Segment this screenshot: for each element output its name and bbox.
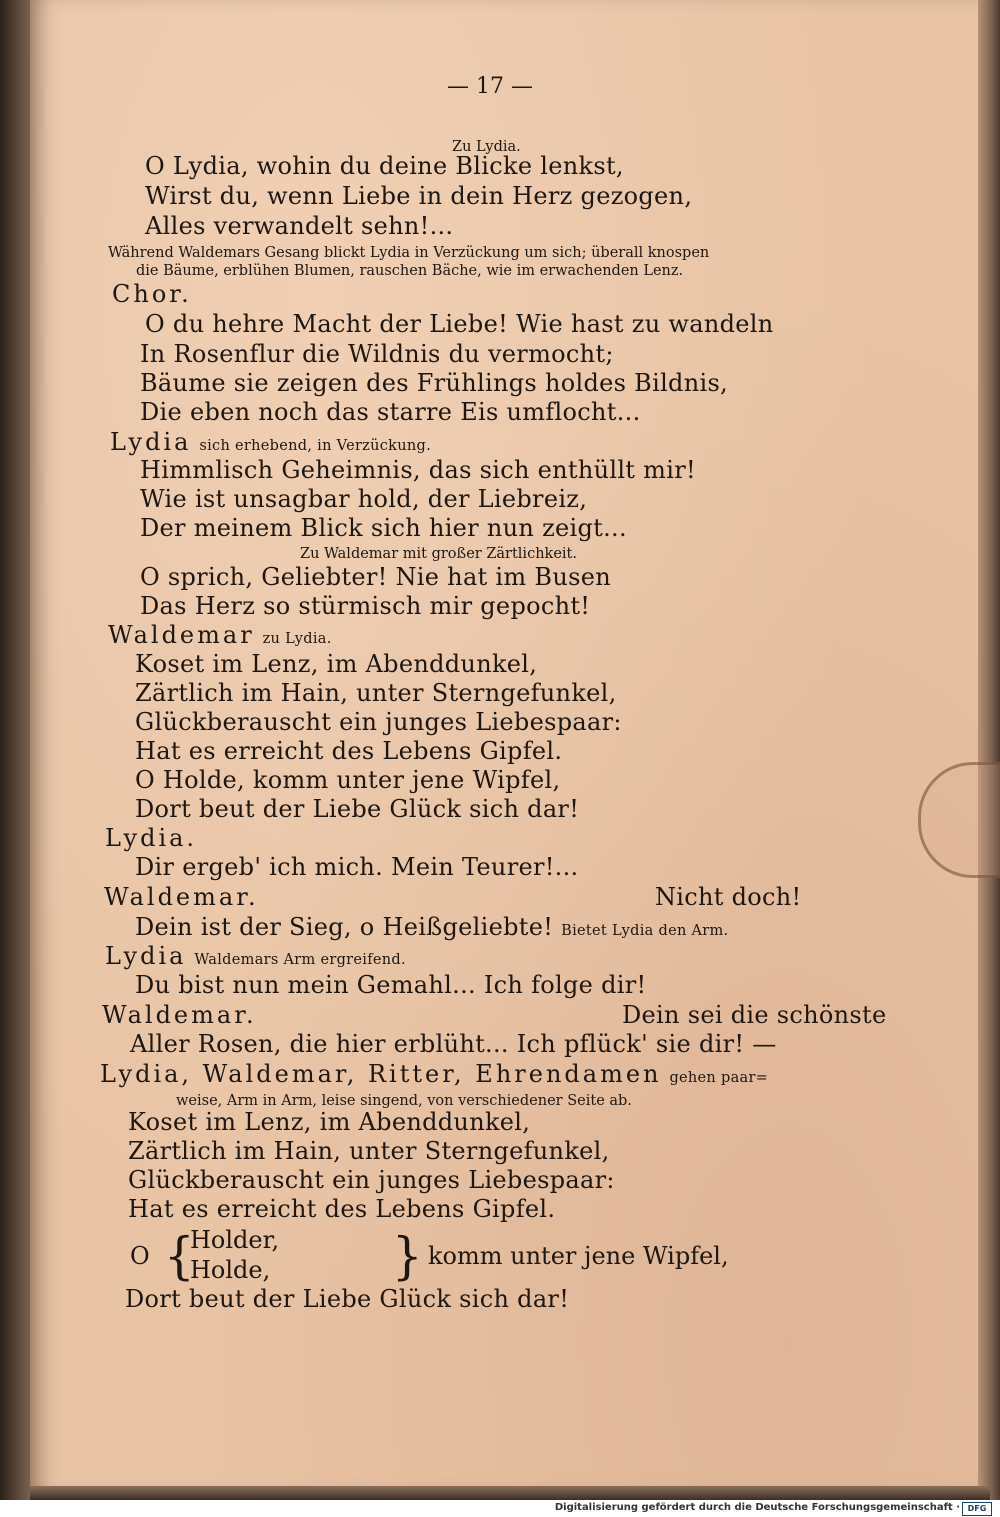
verse-line: Dir ergeb' ich mich. Mein Teurer!... (135, 853, 579, 881)
verse-line: O Lydia, wohin du deine Blicke lenkst, (145, 152, 624, 180)
verse-line: Die eben noch das starre Eis umflocht... (140, 398, 641, 426)
speaker-name: Chor. (112, 280, 192, 308)
verse-line: Glückberauscht ein junges Liebespaar: (128, 1166, 615, 1194)
stage-direction: Bietet Lydia den Arm. (561, 923, 729, 939)
verse-line: Der meinem Blick sich hier nun zeigt... (140, 514, 627, 542)
verse-text: O (130, 1242, 150, 1270)
stage-direction: Während Waldemars Gesang blickt Lydia in Verzückung um sich; überall knospen (108, 245, 710, 261)
speaker-name: Waldemar. (104, 883, 259, 911)
footer-credit: Digitalisierung gefördert durch die Deutsche Forschungsgemeinschaft · (554, 1502, 960, 1513)
verse-line: Dein sei die schönste (622, 1001, 887, 1029)
verse-line: O Holde, komm unter jene Wipfel, (135, 766, 561, 794)
verse-line: Bäume sie zeigen des Frühlings holdes Bildnis, (140, 369, 728, 397)
verse-line: Alles verwandelt sehn!... (145, 212, 454, 240)
speaker-name: Waldemar (108, 621, 255, 649)
verse-line: Aller Rosen, die hier erblüht... Ich pflück' sie dir! — (130, 1030, 777, 1058)
right-brace: } (392, 1226, 423, 1286)
verse-line: Das Herz so stürmisch mir gepocht! (140, 592, 591, 620)
verse-line: Hat es erreicht des Lebens Gipfel. (135, 737, 563, 765)
dfg-logo: DFG (962, 1502, 992, 1516)
speaker-name: Lydia (110, 428, 192, 456)
verse-line: Zärtlich im Hain, unter Sterngefunkel, (135, 679, 617, 707)
stage-direction: zu Lydia. (262, 631, 332, 647)
verse-text: Dein ist der Sieg, o Heißgeliebte! (135, 913, 554, 941)
stage-direction: Zu Lydia. (452, 139, 521, 155)
stage-direction: sich erhebend, in Verzückung. (199, 438, 432, 454)
left-brace: { (164, 1226, 195, 1286)
verse-line: Nicht doch! (655, 883, 802, 911)
stage-direction: die Bäume, erblühen Blumen, rauschen Bäche, wie im erwachenden Lenz. (136, 263, 684, 279)
verse-line: Glückberauscht ein junges Liebespaar: (135, 708, 622, 736)
speaker-name: Lydia. (105, 824, 198, 852)
speaker-line (105, 942, 406, 974)
verse-line: Koset im Lenz, im Abenddunkel, (135, 650, 538, 678)
verse-line: Hat es erreicht des Lebens Gipfel. (128, 1195, 556, 1223)
brace-option: Holde, (190, 1256, 271, 1284)
brace-option: Holder, (190, 1226, 280, 1254)
stage-direction: gehen paar= (669, 1070, 769, 1086)
footer-bar (0, 1500, 1000, 1517)
verse-text: komm unter jene Wipfel, (428, 1242, 729, 1270)
verse-line: Du bist nun mein Gemahl... Ich folge dir! (135, 971, 647, 999)
speaker-line (108, 621, 332, 653)
stage-direction: Zu Waldemar mit großer Zärtlichkeit. (300, 546, 577, 562)
verse-line: Wirst du, wenn Liebe in dein Herz gezogen, (145, 182, 693, 210)
speaker-name: Lydia (105, 942, 187, 970)
brace-verse (130, 1226, 729, 1288)
verse-line: Wie ist unsagbar hold, der Liebreiz, (140, 485, 588, 513)
verse-line: O sprich, Geliebter! Nie hat im Busen (140, 563, 611, 591)
speaker-name: Lydia, Waldemar, Ritter, Ehrendamen (100, 1060, 662, 1088)
verse-line (135, 913, 728, 945)
verse-line: Koset im Lenz, im Abenddunkel, (128, 1108, 531, 1136)
verse-line: In Rosenflur die Wildnis du vermocht; (140, 340, 614, 368)
verse-line: Zärtlich im Hain, unter Sterngefunkel, (128, 1137, 610, 1165)
verse-line: Himmlisch Geheimnis, das sich enthüllt mir! (140, 456, 696, 484)
stage-direction: weise, Arm in Arm, leise singend, von verschiedener Seite ab. (176, 1093, 632, 1109)
verse-line: O du hehre Macht der Liebe! Wie hast zu wandeln (145, 310, 774, 338)
verse-line: Dort beut der Liebe Glück sich dar! (125, 1285, 570, 1313)
speaker-name: Waldemar. (102, 1001, 257, 1029)
speaker-line (100, 1060, 768, 1092)
stage-direction: Waldemars Arm ergreifend. (194, 952, 406, 968)
page-number: — 17 — (447, 74, 533, 99)
verse-line: Dort beut der Liebe Glück sich dar! (135, 795, 580, 823)
